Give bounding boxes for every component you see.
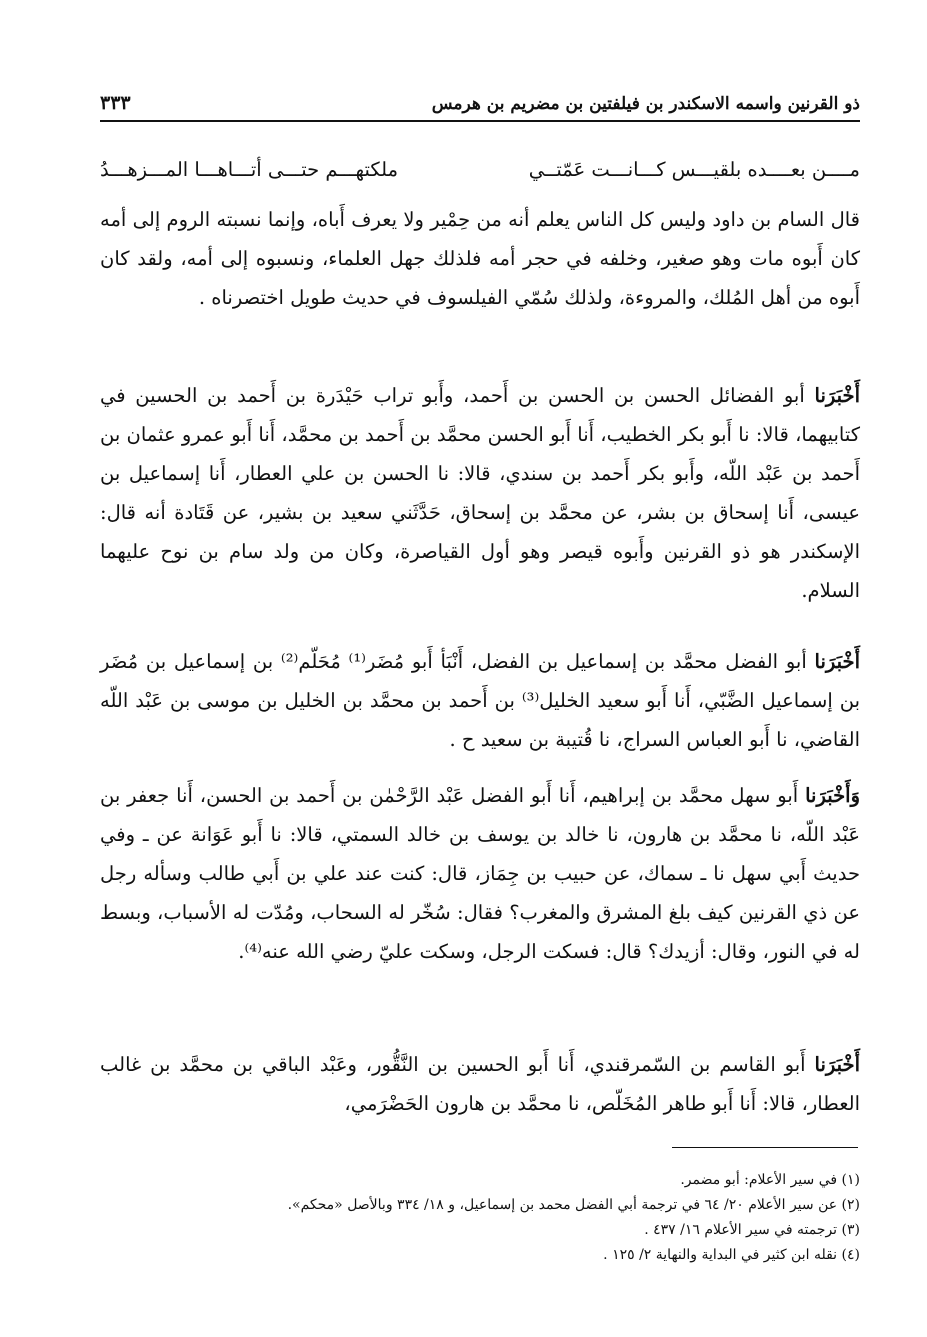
paragraph-3 (100, 642, 860, 759)
running-title: ذو القرنين واسمه الاسكندر بن فيلفتين بن مضريم بن هرمس (431, 94, 860, 114)
paragraph-4 (100, 776, 860, 971)
paragraph-text: أَبو سهل محمَّد بن إبراهيم، أَنا أَبو الفضل عَبْد الرَّحْمٰن بن أَحمد بن الحسن، أَنا جعفر بن عَبْد اللّه، نا محمَّد بن هارون، نا خالد بن يوسف بن خالد السمتي، قالا: نا أَبو عَوَانة عن ـ وفي حديث أَبي سهل نا ـ سماك، عن حبيب بن جِمَاز، قال: كنت عند علي بن أَبي طالب وسأله رجل عن ذي القرنين كيف بلغ المشرق والمغرب؟ فقال: سُخّر له السحاب، ومُدّت له الأسباب، وبسط له في النور، وقال: أزيدك؟ قال: فسكت الرجل، وسكت عليّ رضي الله عنه⁽⁴⁾. (100, 784, 860, 963)
paragraph-text: أَبو القاسم بن السّمرقندي، أَنا أَبو الحسين بن النَّقُّور، وعَبْد الباقي بن محمَّد بن غالب العطار، قالا: أَنا أَبو طاهر المُخَلّص، نا محمَّد بن هارون الحَضْرَمي، (100, 1053, 860, 1115)
paragraph-lead: أَخْبَرَنا (814, 650, 861, 673)
paragraph-lead: أَخْبَرَنا (814, 1053, 860, 1076)
paragraph-text: أبو الفضائل الحسن بن الحسن بن أَحمد، وأَبو تراب حَيْدَرة بن أَحمد بن الحسين في كتابيهما، قالا: نا أَبو بكر الخطيب، أَنا أَبو الحسن محمَّد بن أَحمد بن محمَّد، أَنا أَبو عمرو عثمان بن أَحمد بن عَبْد اللّه، وأَبو بكر أَحمد بن سندي، قالا: نا الحسن بن علي العطار، أَنا إسماعيل بن عيسى، أَنا إسحاق بن بشر، عن محمَّد بن إسحاق، حَدَّثَني سعيد بن بشير، عن قَتَادة أنه قال: الإسكندر هو ذو القرنين وأَبوه قيصر وهو أول القياصرة، وكان من ولد سام بن نوح عليهما السلام. (100, 384, 860, 602)
paragraph-text: أبو الفضل محمَّد بن إسماعيل بن الفضل، أَنْبَأ أَبو مُضَر⁽¹⁾ مُحَلّم⁽²⁾ بن إسماعيل بن مُضَر بن إسماعيل الضَّبّي، أَنا أَبو سعيد الخليل⁽³⁾ بن أَحمد بن محمَّد بن الخليل بن موسى بن عَبْد اللّه القاضي، نا أَبو العباس السراج، نا قُتيبة بن سعيد ح . (100, 650, 860, 751)
footnote-1: (١) في سير الأعلام: أبو مضمر. (680, 1172, 860, 1188)
poetry-verse (100, 150, 860, 190)
paragraph-5 (100, 1045, 860, 1123)
page-header (100, 78, 860, 114)
footnote-4: (٤) نقله ابن كثير في البداية والنهاية ٢/ ١٢٥ . (603, 1247, 860, 1263)
paragraph-lead: أَخْبَرَنا (814, 384, 860, 407)
footnotes (100, 1168, 860, 1268)
paragraph-2 (100, 376, 860, 610)
paragraph-lead: وَأَخْبَرَنا (805, 784, 860, 807)
paragraph-text: قال السام بن داود وليس كل الناس يعلم أنه من حِمْير ولا يعرف أَباه، وإنما نسبته الروم إلى أمه كان أَبوه مات وهو صغير، وخلفه في حجر أمه فلذلك جهل العلماء، ونسبوه إلى أمه، ولقد كان أَبوه من أهل المُلك، والمروءة، ولذلك سُمّي الفيلسوف في حديث طويل اختصرناه . (100, 208, 860, 309)
footnote-rule (672, 1147, 858, 1148)
footnote-3: (٣) ترجمته في سير الأعلام ١٦/ ٤٣٧ . (644, 1222, 860, 1238)
verse-hemistich-right: مــــن بعــــده بلقيـــس كـــانـــت عَمّتــي (528, 158, 860, 181)
footnote-2: (٢) عن سير الأعلام ٢٠/ ٦٤ في ترجمة أبي الفضل محمد بن إسماعيل، و ١٨/ ٣٣٤ وبالأصل «محكم». (287, 1197, 860, 1213)
page-number: ٣٣٣ (100, 92, 131, 114)
verse-hemistich-left: ملكتهـــم حتـــى أتـــاهـــا المـــزهـــدُ (100, 158, 399, 181)
paragraph-1 (100, 200, 860, 317)
header-rule (100, 120, 860, 122)
